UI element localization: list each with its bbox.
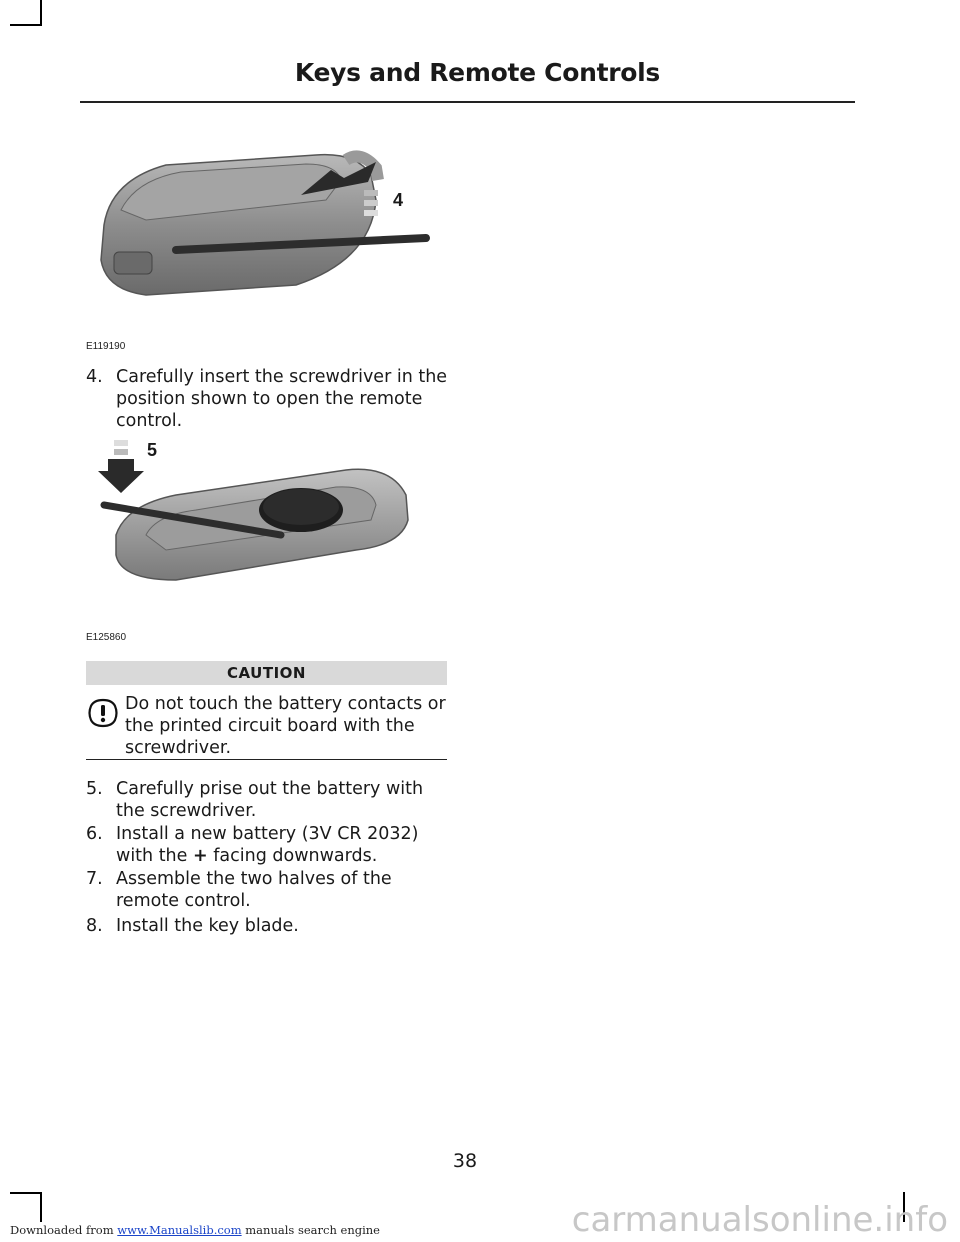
figure-open-remote (86, 140, 436, 344)
step-number: 8. (86, 916, 103, 936)
step-text: Carefully prise out the battery with the screwdriver. (116, 779, 424, 821)
figure-callout: 5 (147, 440, 158, 460)
crop-mark (40, 1192, 42, 1222)
warning-icon (88, 698, 118, 732)
step-text: Install the key blade. (116, 916, 299, 936)
step-number: 6. (86, 824, 103, 844)
page-header-title: Keys and Remote Controls (294, 58, 660, 87)
footer-suffix: manuals search engine (245, 1223, 380, 1237)
list-item (86, 778, 451, 822)
step-number: 5. (86, 779, 103, 799)
list-item (86, 366, 451, 432)
list-item (86, 915, 451, 937)
figure-remove-battery (86, 435, 426, 599)
step-text: Install a new battery (3V CR 2032) with the (116, 824, 419, 866)
crop-mark (10, 24, 42, 26)
step-number: 7. (86, 869, 103, 889)
crop-mark (40, 0, 42, 26)
figure-code: E125860 (86, 632, 127, 643)
step-text: facing downwards. (213, 846, 378, 866)
figure-code: E119190 (86, 341, 126, 352)
plus-symbol: + (193, 846, 208, 866)
caution-heading: CAUTION (86, 661, 447, 685)
header-rule (80, 101, 855, 103)
footer (10, 1223, 380, 1237)
list-item (86, 868, 451, 912)
step-number: 4. (86, 367, 103, 387)
footer-prefix: Downloaded from (10, 1223, 114, 1237)
footer-link[interactable]: www.Manualslib.com (117, 1223, 242, 1237)
caution-text: Do not touch the battery contacts or the printed circuit board with the screwdriver. (125, 694, 446, 758)
list-item (86, 823, 451, 867)
figure-callout: 4 (393, 190, 404, 210)
step-text: Carefully insert the screwdriver in the position shown to open the remote control. (116, 367, 448, 431)
watermark: carmanualsonline.info (571, 1200, 948, 1240)
caution-divider (86, 759, 447, 760)
page-number: 38 (452, 1150, 478, 1172)
step-text: Assemble the two halves of the remote control. (116, 869, 392, 911)
crop-mark (10, 1192, 42, 1194)
